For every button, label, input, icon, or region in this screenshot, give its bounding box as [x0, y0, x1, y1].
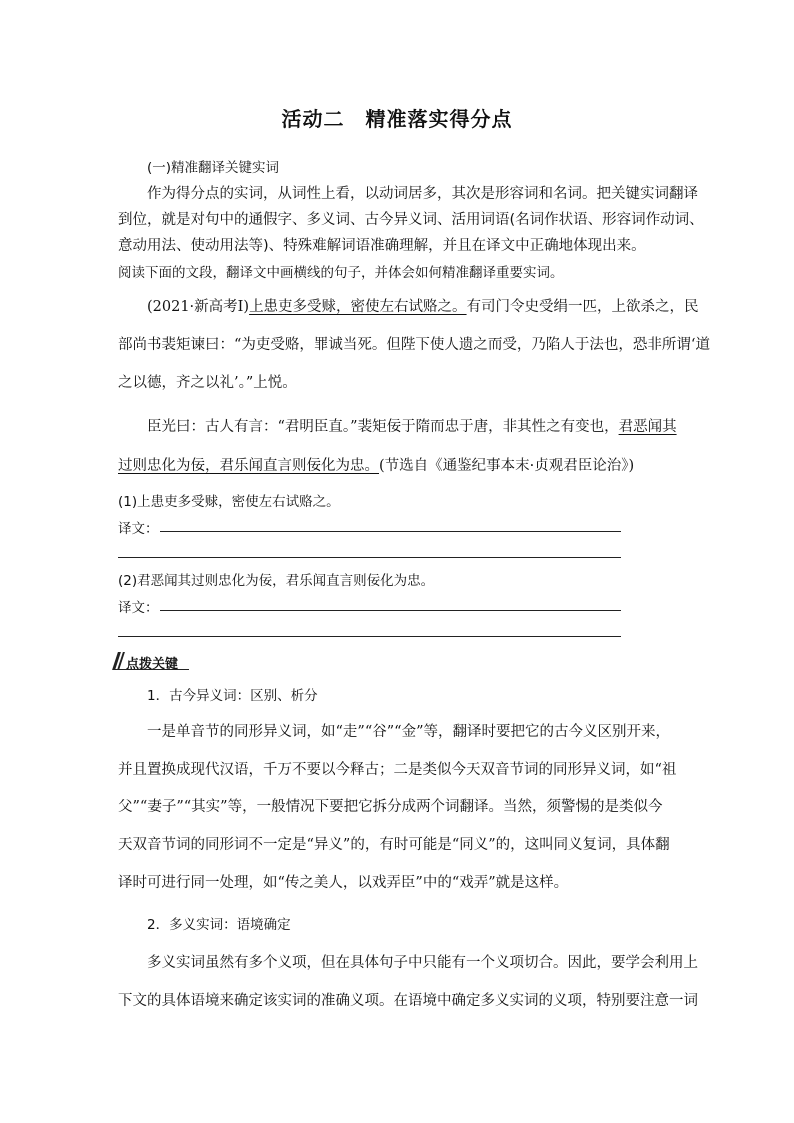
- point-2-line-2: 下文的具体语境来确定该实词的准确义项。在语境中确定多义实词的义项，特别要注意一词: [118, 993, 698, 1009]
- tag-underline: [115, 669, 189, 670]
- point-1-line-4: 天双音节词的同形词不一定是“异义”的，有时可能是“同义”的，这叫同义复词，具体翻: [118, 837, 670, 853]
- page-title: 活动二 精准落实得分点: [281, 107, 513, 131]
- answer-1-blank-1[interactable]: [160, 531, 621, 532]
- point-1-line-1: 一是单音节的同形异义词，如“走”“谷”“金”等，翻译时要把它的古今义区别开来，: [147, 724, 670, 740]
- passage-line-3: 之以德，齐之以礼’。”上悦。: [118, 375, 297, 391]
- instruction-line: 阅读下面的文段，翻译文中画横线的句子，并体会如何精准翻译重要实词。: [118, 265, 564, 281]
- question-2: (2)君恶闻其过则忠化为佞，君乐闻直言则佞化为忠。: [118, 573, 435, 589]
- intro-line-1: 作为得分点的实词，从词性上看，以动词居多，其次是形容词和名词。把关键实词翻译: [147, 186, 698, 202]
- passage-line-1-rest: 有司门令史受绢一匹，上欲杀之，民: [466, 299, 699, 315]
- intro-line-2: 到位，就是对句中的通假字、多义词、古今异义词、活用词语(名词作状语、形容词作动词、: [118, 212, 704, 228]
- passage-citation: (节选自《通鉴纪事本末·贞观君臣论治》): [379, 458, 635, 474]
- underlined-sentence-2-end: 过则忠化为佞，君乐闻直言则佞化为忠。: [118, 458, 379, 474]
- answer-2-blank-2[interactable]: [118, 636, 621, 637]
- answer-1-blank-2[interactable]: [118, 557, 621, 558]
- passage-source: (2021·新高考Ⅰ): [147, 299, 250, 315]
- underlined-sentence-2-start: 君恶闻其: [618, 419, 677, 435]
- passage-line-1: [147, 295, 699, 316]
- point-2-line-1: 多义实词虽然有多个义项，但在具体句子中只能有一个义项切合。因此，要学会利用上: [147, 955, 698, 971]
- passage-line-2: 部尚书裴矩谏曰：“为吏受赂，罪诚当死。但陛下使人遗之而受，乃陷人于法也，恐非所谓‘道: [118, 337, 711, 353]
- point-1-heading: 1．古今异义词：区别、析分: [147, 688, 318, 704]
- point-2-heading: 2．多义实词：语境确定: [147, 917, 291, 933]
- passage-line-4: [147, 415, 677, 436]
- key-points-label: 点拨关键: [126, 657, 179, 672]
- key-points-tag: [115, 652, 189, 670]
- answer-2-label: 译文：: [118, 600, 159, 616]
- point-1-line-2: 并且置换成现代汉语，千万不要以今释古；二是类似今天双音节词的同形异义词，如“祖: [118, 762, 677, 778]
- question-1: (1)上患吏多受赇，密使左右试赂之。: [118, 494, 340, 510]
- answer-1-label: 译文：: [118, 521, 159, 537]
- passage-line-5: [118, 454, 634, 475]
- underlined-sentence-1: 上患吏多受赇，密使左右试赂之。: [249, 299, 467, 315]
- intro-line-3: 意动用法、使动用法等)、特殊难解词语准确理解，并且在译文中正确地体现出来。: [118, 238, 646, 254]
- point-1-line-5: 译时可进行同一处理，如“传之美人，以戏弄臣”中的“戏弄”就是这样。: [118, 875, 569, 891]
- answer-2-blank-1[interactable]: [160, 610, 621, 611]
- passage-line-4-text: 臣光曰：古人有言：“君明臣直。”裴矩佞于隋而忠于唐，非其性之有变也，: [147, 419, 619, 435]
- section-heading: (一)精准翻译关键实词: [147, 160, 280, 176]
- point-1-line-3: 父”“妻子”“其实”等，一般情况下要把它拆分成两个词翻译。当然，须警惕的是类似今: [118, 799, 663, 815]
